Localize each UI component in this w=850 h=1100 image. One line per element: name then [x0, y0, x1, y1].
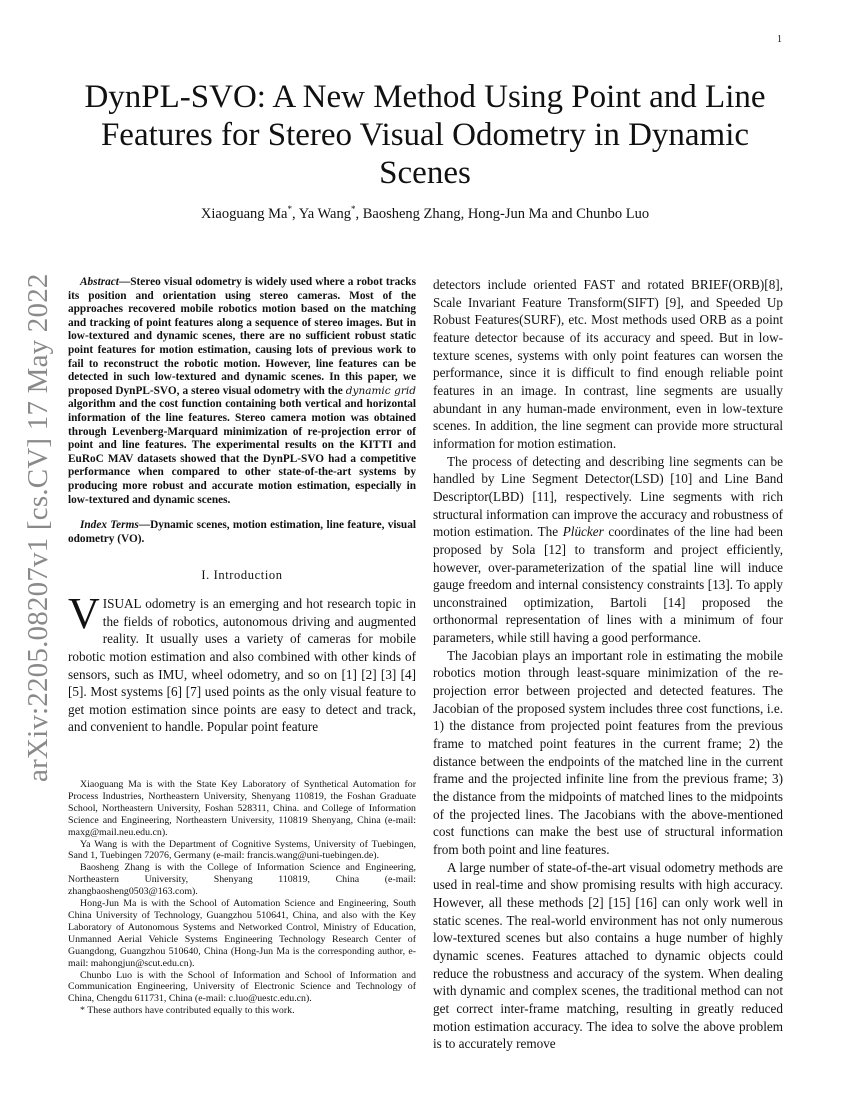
plucker-term: Plücker — [562, 524, 604, 540]
footnote-3: Baosheng Zhang is with the College of Information Science and Engineering, Northeastern University, Shenyang 110819, China (e-mail: zhangbaosheng0503@163.com). — [68, 862, 416, 898]
right-paragraph-1: detectors include oriented FAST and rotated BRIEF(ORB)[8], Scale Invariant Feature Transform(SIFT) [9], and Speeded Up Robust Features(SURF), etc. Most methods used ORB as a point feature detector because of its accuracy and speed. But in low-texture scenes, systems with only point features can worsen the performance, since it is difficult to find enough reliable point features in an image. In contrast, line segments are usually abundant in any human-made environment, even in low-texture scenes. In addition, the line segment can provide more structural information for motion estimation. — [433, 277, 783, 451]
other-authors: Baosheng Zhang, Hong-Jun Ma and Chunbo Luo — [362, 205, 650, 222]
right-paragraph-2-text-b: coordinates of the line had been proposed by Sola [12] to transform and project efficiently, however, over-parameterization of the spatial line will induce gauge freedom and internal consistency constraints [13]. To apply unconstrained optimization, Bartoli [14] proposed the orthonormal representation of lines with a minimum of four parameters, while still having a good performance. — [433, 524, 784, 646]
equal-contribution-mark: * — [287, 204, 292, 214]
index-terms — [68, 519, 416, 546]
introduction-text: ISUAL odometry is an emerging and hot research topic in the fields of robotics, autonomous driving and augmented reality. It usually uses a variety of cameras for mobile robotic motion estimation and also combined with other kinds of sensors, such as IMU, wheel odometry, and so on [1] [2] [3] [4] [5]. Most systems [6] [7] used points as the only visual feature to get motion estimation since points are easy to detect and track, and convenient to handle. Popular point feature — [68, 596, 416, 735]
introduction-paragraph — [68, 589, 416, 736]
equal-contribution-mark: * — [350, 204, 356, 214]
footnote-5: Chunbo Luo is with the School of Information and School of Information and Communication Engineering, University of Electronic Science and Technology of China, Chengdu 611731, China (e-mail: c.luo@uestc.edu.cn). — [68, 969, 416, 1005]
arxiv-identifier-stamp[interactable]: arXiv:2205.08207v1 [cs.CV] 17 May 2022 — [22, 273, 54, 782]
abstract-text-1: —Stereo visual odometry is widely used where a robot tracks its position and orientation using stereo cameras. Most of the approaches recovered mobile robotics motion based on the matching and tracking of point features along a sequence of stereo images. But in low-textured and dynamic scenes, there are no sufficient robust static point features for motion estimation, causing lots of previous work to fail to reconstruct the robotic motion. However, line features can be detected in such low-textured and dynamic scenes. In this paper, we proposed DynPL-SVO, a stereo visual odometry with the — [68, 276, 416, 397]
author-list: Xiaoguang Ma*, Ya Wang*, Baosheng Zhang, Hong-Jun Ma and Chunbo Luo — [200, 204, 650, 222]
drop-cap: V — [68, 589, 100, 639]
abstract-label: Abstract — [80, 276, 119, 288]
right-paragraph-2-text-a: The process of detecting and describing line segments can be handled by Line Segment Detector(LSD) [10] and Line Band Descriptor(LBD) [11], respectively. Line segments with rich structural information can improve the accuracy and robustness of motion estimation. The — [433, 453, 783, 540]
abstract-text-2: algorithm and the cost function containing both vertical and horizontal information of the line features. Stereo camera motion was obtained through Levenberg-Marquard minimization of re-projection error of point and line features. The experimental results on the KITTI and EuRoC MAV datasets showed that the DynPL-SVO had a competitive performance when compared to other state-of-the-art systems by producing more robust and accurate motion estimation, especially in low-textured and dynamic scenes. — [68, 398, 416, 506]
left-column — [68, 276, 416, 736]
author-1: Xiaoguang Ma — [200, 205, 288, 222]
index-terms-label: Index Terms — [80, 519, 139, 532]
right-paragraph-3: The Jacobian plays an important role in estimating the mobile robotics motion through least-square minimization of the re-projection error between projected and detected features. The Jacobian of the proposed system includes three cost functions, i.e. 1) the distance from projected point features from the previous frame to matched point features in the current frame; 2) the distance between the endpoints of the matched line in the current frame and the projected infinite line from the previous frame; 3) the distance from the midpoints of matched lines to the midpoints of the projected lines. The Jacobians with the above-mentioned cost functions can make the best use of structural information from both point and line features. — [433, 647, 783, 857]
footnote-4: Hong-Jun Ma is with the School of Automation Science and Engineering, South China University of Technology, Guangzhou 510641, China, and also with the Key Laboratory of Autonomous Systems and Networked Control, Ministry of Education, Unmanned Aerial Vehicle Systems Engineering Technology Research Center of Guangdong, Guangzhou 510640, China (Hong-Jun Ma is the corresponding author, e-mail: mahongjun@scut.edu.cn). — [68, 898, 416, 969]
abstract — [68, 276, 416, 507]
author-2: Ya Wang — [298, 205, 351, 222]
page-number: 1 — [777, 34, 782, 45]
footnote-1: Xiaoguang Ma is with the State Key Laboratory of Synthetical Automation for Process Industries, Northeastern University, Shenyang 110819, the Foshan Graduate School, Northeastern University, Foshan 528311, China. and College of Information Science and Engineering, Northeastern University, 110819 Shenyang, China (e-mail: maxg@mail.neu.edu.cn). — [68, 779, 416, 838]
section-heading-introduction: I. Introduction — [201, 568, 283, 583]
author-footnotes — [68, 779, 416, 1017]
abstract-math-term: dynamic grid — [345, 384, 416, 397]
right-paragraph-2 — [433, 453, 783, 647]
right-paragraph-4: A large number of state-of-the-art visual odometry methods are used in real-time and show promising results with high accuracy. However, all these methods [2] [15] [16] can only work well in static scenes. The real-world environment has not only numerous low-textured scenes but also contains a huge number of highly dynamic scenes. Features attached to dynamic objects could reduce the robustness and accuracy of the system. When dealing with dynamic and complex scenes, the traditional method can not get correct inter-frame matching, resulting in greatly reduced motion estimation accuracy. The idea to solve the above problem is to accurately remove — [433, 859, 783, 1052]
paper-title: DynPL-SVO: A New Method Using Point and Line Features for Stereo Visual Odometry in Dynamic Scenes — [84, 79, 766, 191]
footnote-6: * These authors have contributed equally to this work. — [80, 1005, 295, 1017]
right-column — [433, 276, 783, 1053]
footnote-2: Ya Wang is with the Department of Cognitive Systems, University of Tuebingen, Sand 1, Tuebingen 72076, Germany (e-mail: francis.wang@uni-tuebingen.de). — [68, 838, 416, 862]
index-terms-text: —Dynamic scenes, motion estimation, line feature, visual odometry (VO). — [68, 519, 416, 545]
